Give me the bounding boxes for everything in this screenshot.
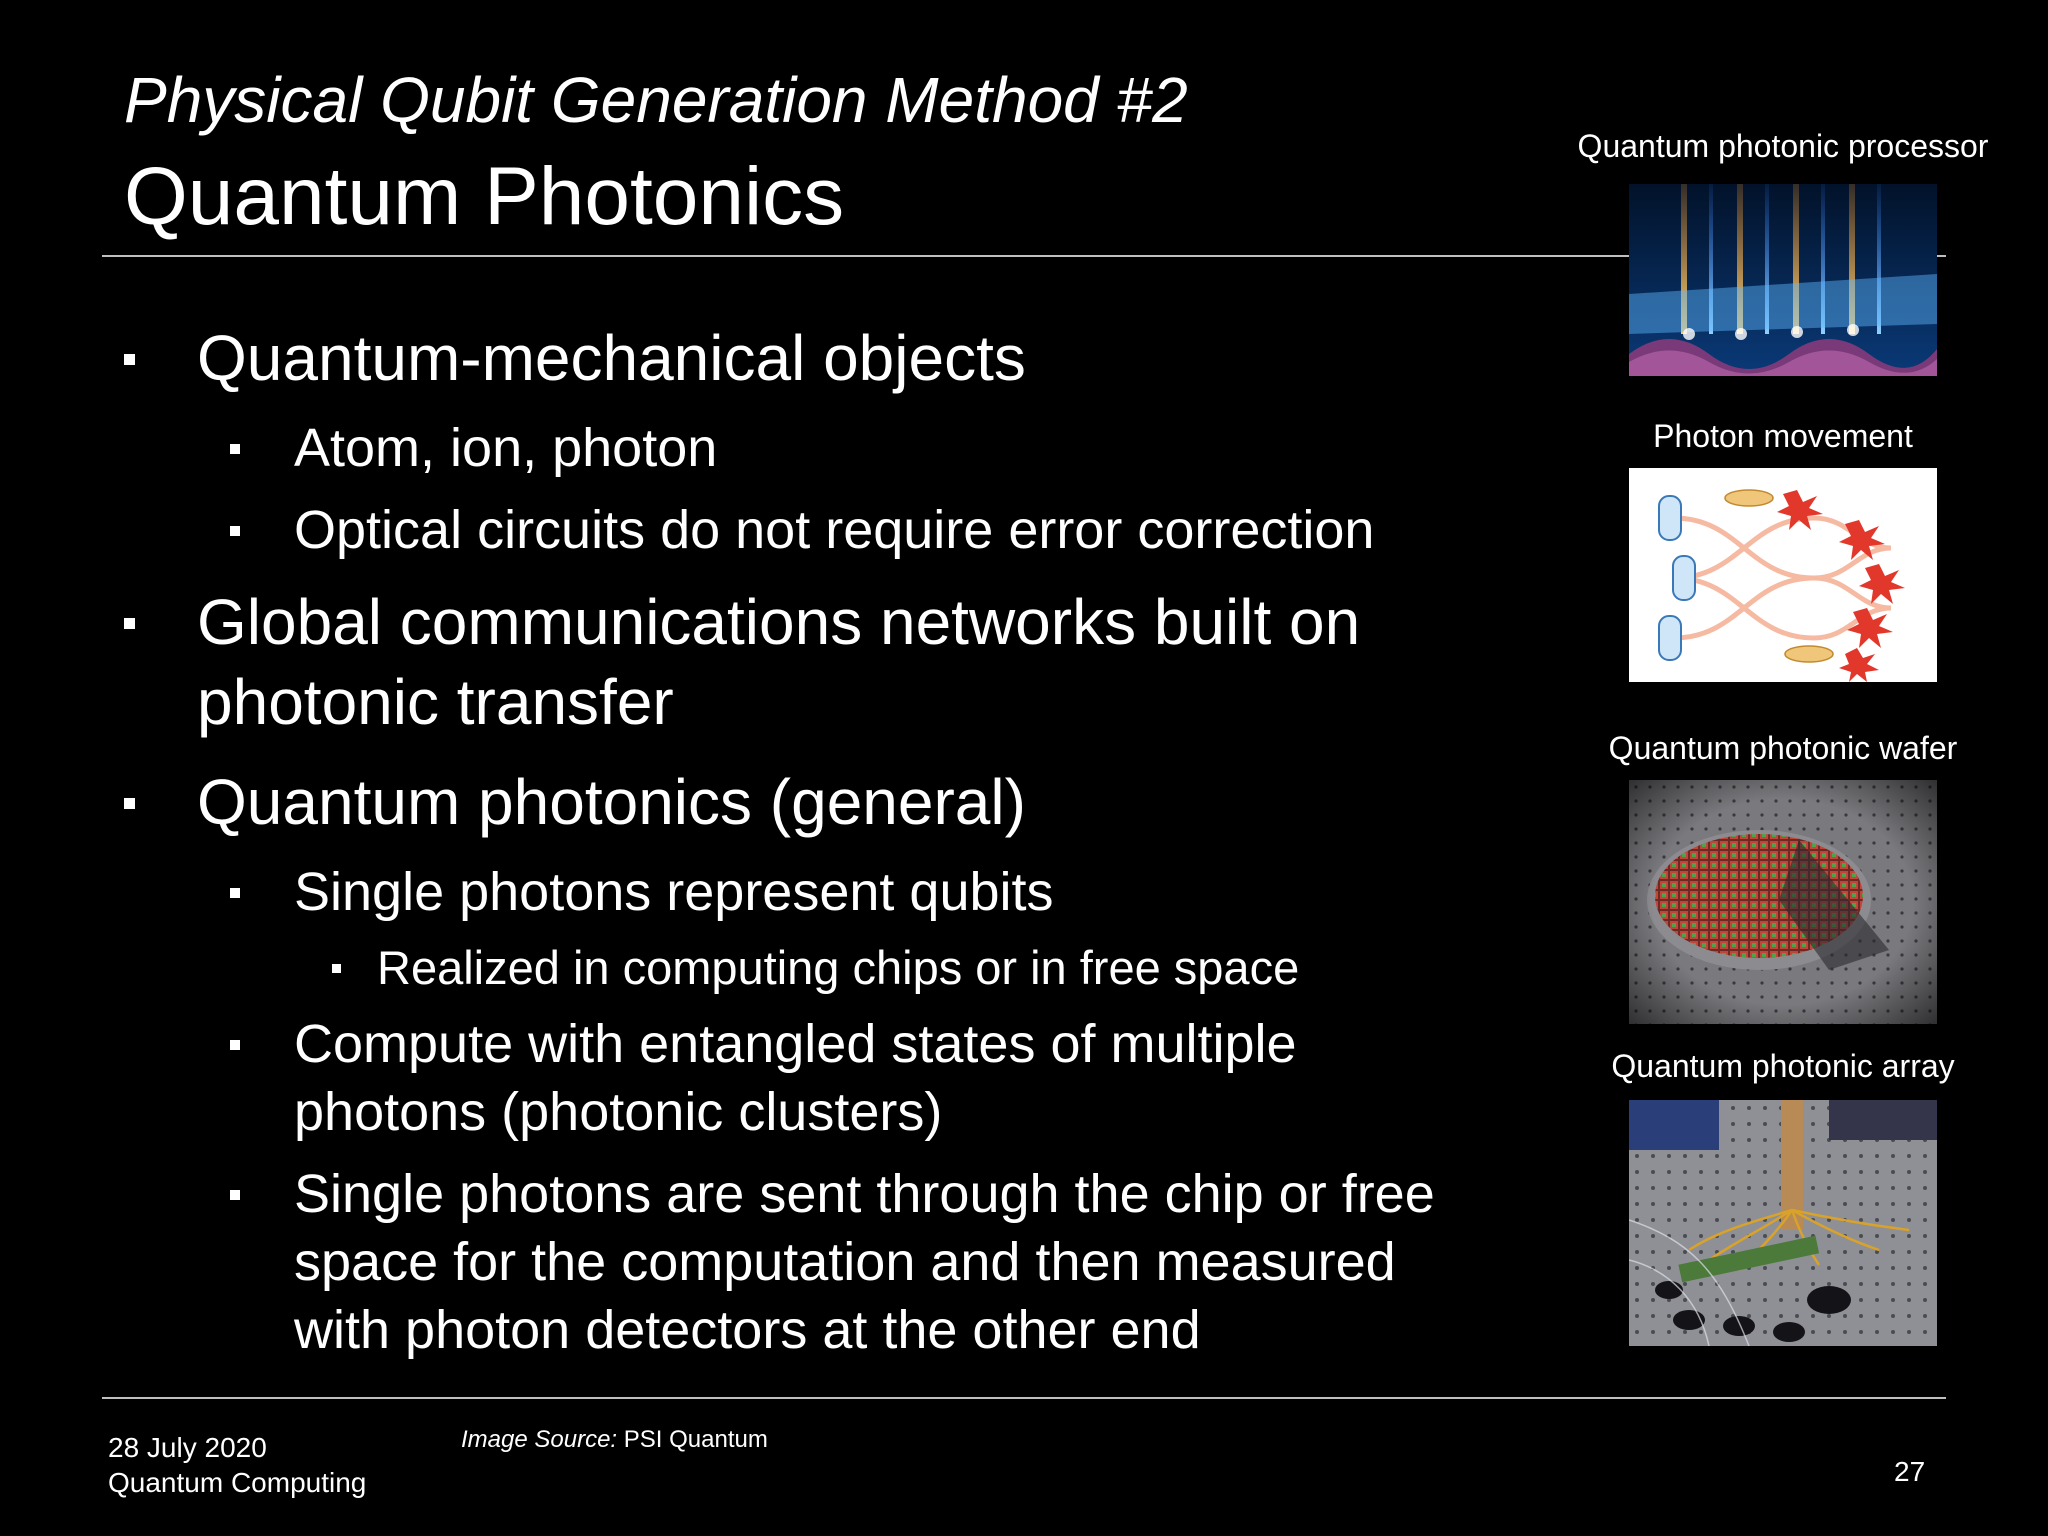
bullet-marker-icon (124, 618, 135, 629)
footer-date: 28 July 2020 (108, 1432, 267, 1463)
image-caption: Quantum photonic processor (1577, 128, 1989, 164)
bullet-item (230, 1160, 1435, 1364)
photonic-processor-image (1629, 184, 1937, 376)
bullet-text: Compute with entangled states of multiple photons (photonic clusters) (294, 1014, 1297, 1142)
image-source-prefix: Image Source: (461, 1426, 618, 1453)
photonic-array-image (1629, 1100, 1937, 1346)
bullet-marker-icon (230, 1190, 240, 1200)
image-caption: Photon movement (1653, 418, 1913, 454)
footer-divider (102, 1397, 1946, 1399)
bullet-text: Atom, ion, photon (294, 418, 718, 478)
bullet-item (124, 582, 1360, 742)
bullet-text: Quantum-mechanical objects (197, 322, 1026, 394)
photon-movement-diagram (1629, 468, 1937, 682)
photonic-wafer-image (1629, 780, 1937, 1024)
bullet-marker-icon (230, 526, 240, 536)
page-number: 27 (1894, 1456, 1926, 1487)
bullet-item (332, 938, 1299, 998)
bullet-text: Global communications networks built on photonic transfer (197, 586, 1361, 738)
bullet-item (124, 762, 1026, 842)
bullet-marker-icon (332, 964, 341, 973)
image-caption: Quantum photonic array (1611, 1048, 1955, 1084)
slide-subtitle: Physical Qubit Generation Method #2 (124, 64, 1188, 136)
bullet-marker-icon (124, 798, 135, 809)
bullet-item (230, 414, 717, 482)
bullet-text: Quantum photonics (general) (197, 766, 1026, 838)
image-caption: Quantum photonic wafer (1608, 730, 1958, 766)
bullet-marker-icon (124, 354, 135, 365)
bullet-text: Realized in computing chips or in free space (377, 941, 1300, 994)
bullet-item (230, 858, 1054, 926)
bullet-text: Optical circuits do not require error correction (294, 500, 1375, 560)
bullet-item (230, 496, 1374, 564)
bullet-marker-icon (230, 888, 240, 898)
image-source-name: PSI Quantum (623, 1426, 768, 1453)
bullet-item (230, 1010, 1297, 1146)
footer-course: Quantum Computing (108, 1467, 367, 1498)
bullet-marker-icon (230, 444, 240, 454)
bullet-marker-icon (230, 1040, 240, 1050)
image-source (461, 1422, 768, 1457)
footer-info (108, 1430, 366, 1500)
bullet-text: Single photons are sent through the chip or free space for the computation and then measured with photon detectors at the other end (294, 1164, 1435, 1360)
slide-title: Quantum Photonics (124, 151, 845, 242)
bullet-item (124, 318, 1026, 398)
bullet-text: Single photons represent qubits (294, 862, 1054, 922)
